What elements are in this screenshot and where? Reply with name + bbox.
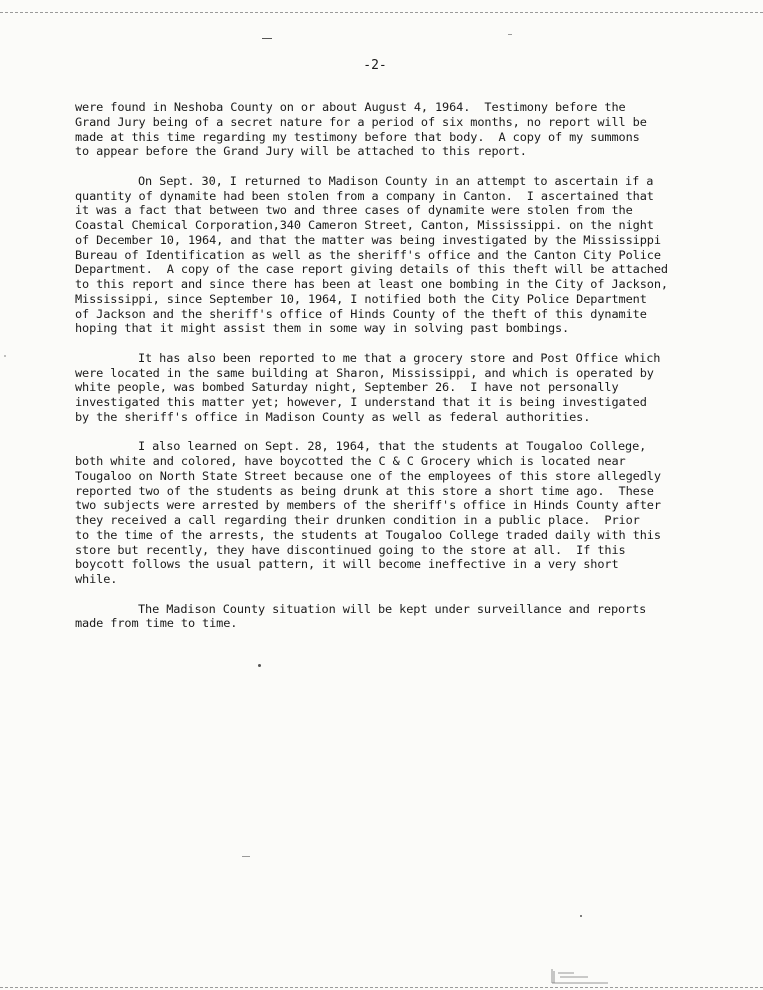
text-line: were found in Neshoba County on or about August 4, 1964. Testimony before the <box>75 100 626 114</box>
text-line: reported two of the students as being drunk at this store a short time ago. These <box>75 483 654 498</box>
text-line: hoping that it might assist them in some way in solving past bombings. <box>75 321 570 336</box>
text-line: Department. A copy of the case report giving details of this theft will be attached <box>75 262 668 277</box>
bottom-scan-edge <box>0 987 763 988</box>
scan-speck <box>262 38 272 39</box>
text-line: to appear before the Grand Jury will be attached to this report. <box>75 144 527 159</box>
scan-speck <box>4 355 6 357</box>
paragraph <box>75 602 715 632</box>
text-line: It has also been reported to me that a grocery store and Post Office which <box>138 350 661 365</box>
text-line: by the sheriff's office in Madison County as well as federal authorities. <box>75 409 591 424</box>
text-line: were located in the same building at Sharon, Mississippi, and which is operated by <box>75 365 654 380</box>
text-line: both white and colored, have boycotted the C & C Grocery which is located near <box>75 454 626 468</box>
text-line: store but recently, they have discontinued going to the store at all. If this <box>75 542 626 557</box>
scan-speck <box>258 664 261 667</box>
text-line: I also learned on Sept. 28, 1964, that the students at Tougaloo College, <box>138 439 647 454</box>
text-line: On Sept. 30, I returned to Madison County in an attempt to ascertain if a <box>138 173 654 188</box>
scan-speck <box>242 856 250 857</box>
text-line: of December 10, 1964, and that the matter was being investigated by the Mississippi <box>75 232 661 247</box>
text-line: Coastal Chemical Corporation,340 Cameron Street, Canton, Mississippi. on the night <box>75 218 654 232</box>
text-line: white people, was bombed Saturday night, September 26. I have not personally <box>75 380 619 395</box>
text-line: two subjects were arrested by members of the sheriff's office in Hinds County after <box>75 498 661 513</box>
text-line: quantity of dynamite had been stolen from a company in Canton. I ascertained that <box>75 188 654 203</box>
paragraph <box>75 439 715 587</box>
text-line: made at this time regarding my testimony before that body. A copy of my summons <box>75 129 640 144</box>
text-line: of Jackson and the sheriff's office of Hinds County of the theft of this dynamite <box>75 306 647 321</box>
scan-speck <box>580 915 582 917</box>
text-line: they received a call regarding their drunken condition in a public place. Prior <box>75 513 640 527</box>
paragraph <box>75 351 715 425</box>
text-line: Grand Jury being of a secret nature for a period of six months, no report will be <box>75 114 647 129</box>
paragraph <box>75 100 715 159</box>
text-line: it was a fact that between two and three cases of dynamite were stolen from the <box>75 203 633 218</box>
stamp-squiggle-icon <box>548 965 618 985</box>
paragraph <box>75 174 715 336</box>
text-line: made from time to time. <box>75 616 238 631</box>
text-line: boycott follows the usual pattern, it will become ineffective in a very short <box>75 557 619 572</box>
body-text <box>75 100 715 646</box>
text-line: Tougaloo on North State Street because one of the employees of this store allegedly <box>75 468 661 483</box>
text-line: The Madison County situation will be kept under surveillance and reports <box>138 601 647 616</box>
page-number: -2- <box>363 58 387 73</box>
text-line: investigated this matter yet; however, I understand that it is being investigated <box>75 395 647 409</box>
scan-speck <box>508 34 512 35</box>
text-line: while. <box>75 572 118 586</box>
scan-stamp-mark <box>548 965 618 985</box>
text-line: Bureau of Identification as well as the sheriff's office and the Canton City Police <box>75 247 661 262</box>
text-line: to this report and since there has been at least one bombing in the City of Jackson, <box>75 277 668 291</box>
text-line: to the time of the arrests, the students at Tougaloo College traded daily with this <box>75 527 661 542</box>
text-line: Mississippi, since September 10, 1964, I notified both the City Police Department <box>75 291 647 306</box>
top-scan-edge <box>0 12 763 13</box>
